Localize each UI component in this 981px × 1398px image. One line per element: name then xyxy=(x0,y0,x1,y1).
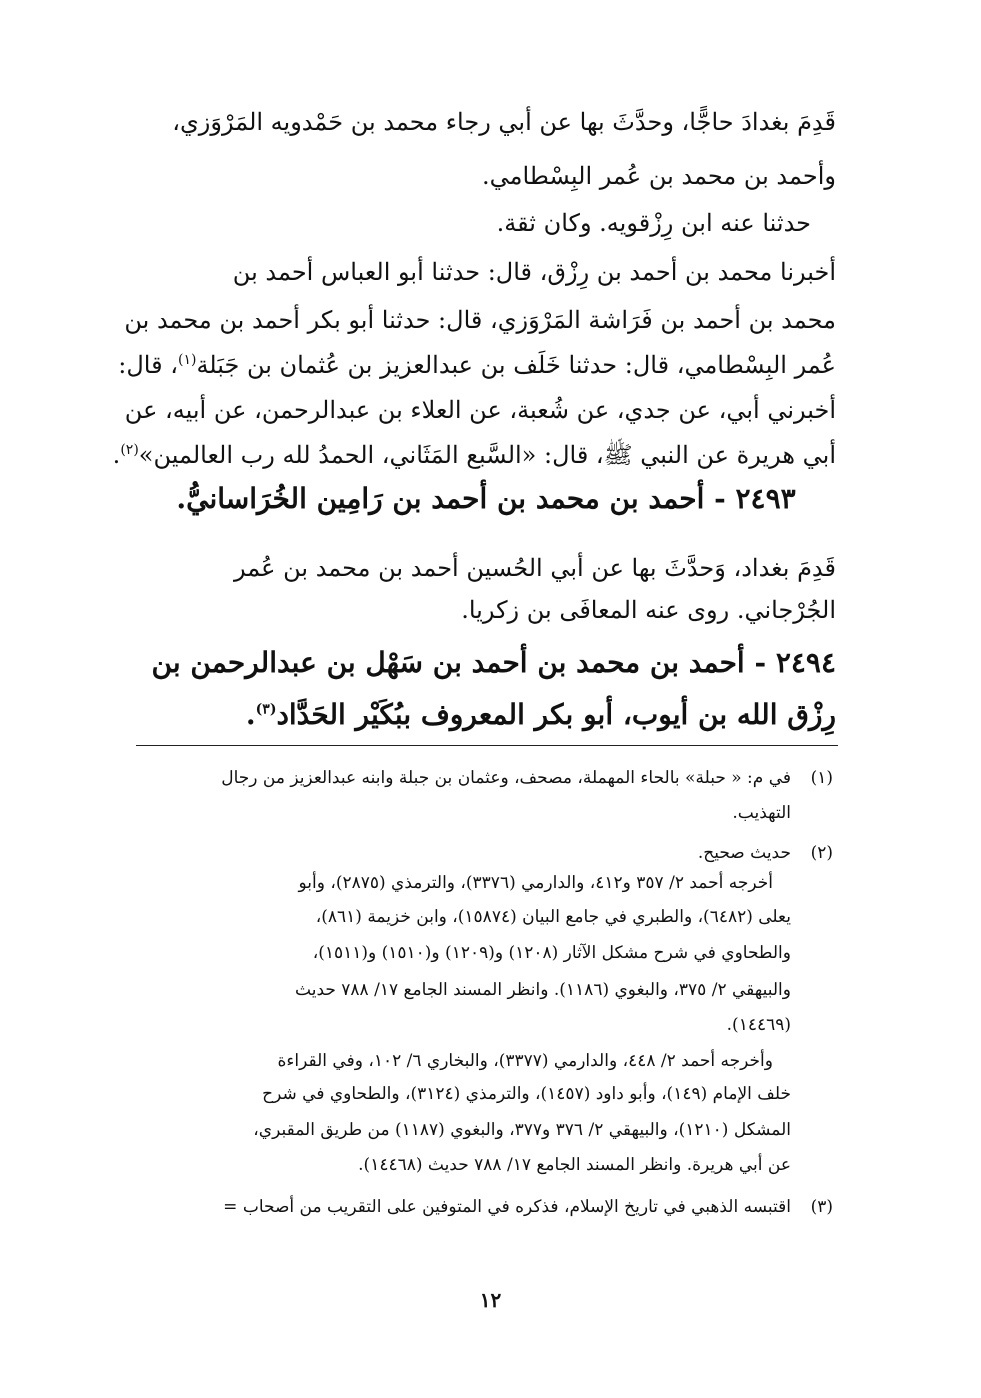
body-text: أبي هريرة عن النبي ﷺ، قال: «السَّبع المَثَاني، الحمدُ لله رب العالمين» xyxy=(138,441,836,469)
footnote-ref: (٣) xyxy=(255,701,277,718)
body-text: عُمر البِسْطامي، قال: حدثنا خَلَف بن عبدالعزيز بن عُثمان بن جَبَلة xyxy=(196,351,836,379)
body-line xyxy=(118,345,836,385)
body-line: أخبرني أبي، عن جدي، عن شُعبة، عن العلاء بن عبدالرحمن، عن أبيه، عن xyxy=(124,396,836,424)
body-text: . xyxy=(112,441,121,469)
footnote-number: (٣) xyxy=(810,1197,833,1217)
footnote-line: حديث صحيح. xyxy=(697,843,791,863)
footnote-line: في م: « حبلة» بالحاء المهملة، مصحف، وعثمان بن جبلة وابنه عبدالعزيز من رجال xyxy=(221,768,791,788)
footnote-ref: (٢) xyxy=(120,442,139,458)
footnote-line: يعلى (٦٤٨٢)، والطبري في جامع البيان (١٥٨٧٤)، وابن خزيمة (٨٦١)، xyxy=(315,907,791,927)
body-line: حدثنا عنه ابن رِزْقويه. وكان ثقة. xyxy=(496,209,811,237)
entry-heading: ٢٤٩٤ - أحمد بن محمد بن أحمد بن سَهْل بن عبدالرحمن بن xyxy=(151,646,836,679)
footnote-line: عن أبي هريرة. وانظر المسند الجامع ١٧/ ٧٨٨ حديث (١٤٤٦٨). xyxy=(358,1155,791,1175)
footnote-line: التهذيب. xyxy=(732,803,791,823)
footnote-number: (٢) xyxy=(810,843,833,863)
body-line: الجُرْجاني. روى عنه المعافَى بن زكريا. xyxy=(461,596,836,624)
footnote-line: المشكل (١٢١٠)، والبيهقي ٢/ ٣٧٦ و٣٧٧، والبغوي (١١٨٧) من طريق المقبري، xyxy=(253,1120,791,1140)
body-text: ، قال: xyxy=(118,351,178,379)
entry-heading: ٢٤٩٣ - أحمد بن محمد بن أحمد بن رَامِين الخُرَاسانيُّ. xyxy=(176,482,796,515)
body-line: قَدِمَ بغدادَ حاجًّا، وحدَّثَ بها عن أبي رجاء محمد بن حَمْدويه المَرْوَزي، xyxy=(172,108,836,136)
footnote-line: خلف الإمام (١٤٩)، وأبو داود (١٤٥٧)، والترمذي (٣١٢٤)، والطحاوي في شرح xyxy=(262,1084,791,1104)
footnote-line: وأخرجه أحمد ٢/ ٤٤٨، والدارمي (٣٣٧٧)، والبخاري ٦/ ١٠٢، وفي القراءة xyxy=(277,1051,773,1071)
footnote-line: والطحاوي في شرح مشكل الآثار (١٢٠٨) و(١٢٠٩) و(١٥١٠) و(١٥١١)، xyxy=(312,943,791,963)
body-line: أخبرنا محمد بن أحمد بن رِزْق، قال: حدثنا أبو العباس أحمد بن xyxy=(232,258,836,286)
entry-heading xyxy=(136,692,836,738)
page-number: ١٢ xyxy=(479,1288,502,1312)
footnote-number: (١) xyxy=(810,768,833,788)
footnote-line: أخرجه أحمد ٢/ ٣٥٧ و٤١٢، والدارمي (٣٣٧٦)، والترمذي (٢٨٧٥)، وأبو xyxy=(298,873,773,893)
body-line xyxy=(112,435,836,475)
footnote-separator xyxy=(136,745,838,746)
footnote-line: والبيهقي ٢/ ٣٧٥، والبغوي (١١٨٦). وانظر المسند الجامع ١٧/ ٧٨٨ حديث xyxy=(295,980,791,1000)
footnote-line: (١٤٤٦٩). xyxy=(726,1015,791,1035)
body-line: قَدِمَ بغداد، وَحدَّثَ بها عن أبي الحُسين أحمد بن محمد بن عُمر xyxy=(234,554,836,582)
heading-text: رِزْق الله بن أيوب، أبو بكر المعروف ببُكَيْر الحَدَّاد xyxy=(276,698,836,731)
footnote-line: اقتبسه الذهبي في تاريخ الإسلام، فذكره في المتوفين على التقريب من أصحاب = xyxy=(223,1197,791,1217)
body-line: محمد بن أحمد بن فَرَاشة المَرْوَزي، قال: حدثنا أبو بكر أحمد بن محمد بن xyxy=(124,306,836,334)
footnote-ref: (١) xyxy=(177,352,197,368)
body-line: وأحمد بن محمد بن عُمر البِسْطامي. xyxy=(482,162,836,190)
heading-text: . xyxy=(245,698,256,731)
